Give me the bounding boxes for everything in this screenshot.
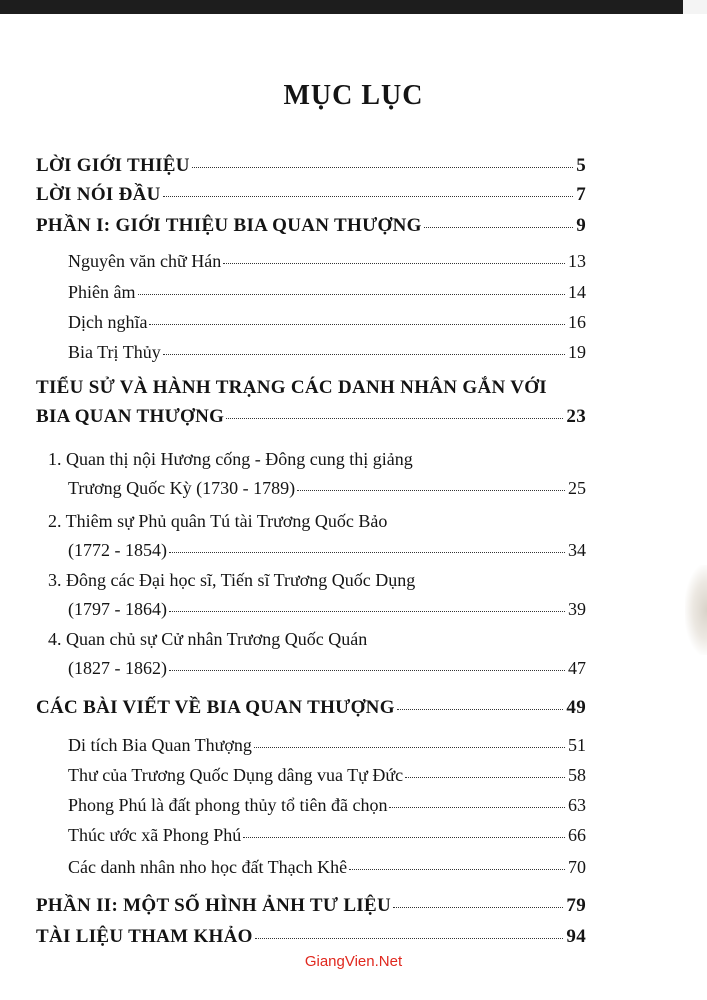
dot-leader bbox=[149, 324, 565, 325]
toc-page-number: 5 bbox=[576, 155, 586, 176]
toc-entry-tai-lieu[interactable] bbox=[36, 926, 586, 948]
toc-page-number: 66 bbox=[568, 825, 586, 845]
toc-label: Nguyên văn chữ Hán bbox=[68, 251, 222, 271]
toc-page-number: 70 bbox=[568, 857, 586, 877]
dot-leader bbox=[405, 777, 565, 778]
toc-entry-danh-nhan[interactable] bbox=[68, 857, 586, 878]
toc-entry-item4[interactable] bbox=[68, 658, 586, 679]
toc-page-number: 94 bbox=[566, 926, 586, 947]
dot-leader bbox=[243, 837, 565, 838]
toc-entry-item2-line1[interactable]: 2. Thiêm sự Phủ quân Tú tài Trương Quốc Bảo bbox=[48, 511, 388, 531]
dot-leader bbox=[297, 490, 565, 491]
dot-leader bbox=[424, 227, 574, 228]
toc-entry-nguyen-van[interactable] bbox=[68, 251, 586, 272]
toc-entry-thu-cua[interactable] bbox=[68, 765, 586, 786]
dot-leader bbox=[389, 807, 565, 808]
dot-leader bbox=[169, 670, 565, 671]
dot-leader bbox=[393, 907, 563, 908]
toc-page-number: 13 bbox=[568, 251, 586, 271]
toc-label: Phiên âm bbox=[68, 282, 136, 302]
toc-entry-item3-line1[interactable]: 3. Đông các Đại học sĩ, Tiến sĩ Trương Quốc Dụng bbox=[48, 570, 416, 590]
toc-entry-loi-noi-dau[interactable] bbox=[36, 184, 586, 206]
page-title: MỤC LỤC bbox=[283, 80, 424, 111]
toc-label: Thúc ước xã Phong Phú bbox=[68, 825, 242, 845]
dot-leader bbox=[255, 938, 564, 939]
toc-entry-phan-2[interactable] bbox=[36, 895, 586, 917]
dot-leader bbox=[169, 611, 565, 612]
toc-page-number: 7 bbox=[576, 184, 586, 205]
toc-entry-thuc-uoc[interactable] bbox=[68, 825, 586, 846]
toc-label: Trương Quốc Kỳ (1730 - 1789) bbox=[68, 478, 296, 498]
watermark: GiangVien.Net bbox=[304, 953, 403, 970]
toc-label: LỜI GIỚI THIỆU bbox=[36, 155, 190, 176]
toc-entry-tieu-su-line1[interactable]: TIỂU SỬ VÀ HÀNH TRẠNG CÁC DANH NHÂN GẮN VỚI bbox=[36, 377, 547, 398]
dot-leader bbox=[192, 167, 573, 168]
toc-entry-dich-nghia[interactable] bbox=[68, 312, 586, 333]
toc-label: Thư của Trương Quốc Dụng dâng vua Tự Đức bbox=[68, 765, 404, 785]
toc-page-number: 63 bbox=[568, 795, 586, 815]
dot-leader bbox=[223, 263, 565, 264]
toc-label: Dịch nghĩa bbox=[68, 312, 148, 332]
toc-label: CÁC BÀI VIẾT VỀ BIA QUAN THƯỢNG bbox=[36, 697, 395, 718]
dot-leader bbox=[254, 747, 565, 748]
toc-page-number: 16 bbox=[568, 312, 586, 332]
toc-page-number: 9 bbox=[576, 215, 586, 236]
toc-page-number: 34 bbox=[568, 540, 586, 560]
dot-leader bbox=[397, 709, 564, 710]
toc-label: Bia Trị Thủy bbox=[68, 342, 161, 362]
dot-leader bbox=[163, 196, 573, 197]
toc-entry-item1[interactable] bbox=[68, 478, 586, 499]
page-edge-stain bbox=[685, 565, 707, 655]
dot-leader bbox=[163, 354, 565, 355]
toc-entry-di-tich[interactable] bbox=[68, 735, 586, 756]
toc-page-number: 79 bbox=[566, 895, 586, 916]
toc-entry-phong-phu[interactable] bbox=[68, 795, 586, 816]
toc-page-number: 23 bbox=[566, 406, 586, 427]
toc-entry-item2[interactable] bbox=[68, 540, 586, 561]
toc-label: Di tích Bia Quan Thượng bbox=[68, 735, 252, 755]
toc-label: TÀI LIỆU THAM KHẢO bbox=[36, 926, 253, 947]
toc-page-number: 51 bbox=[568, 735, 586, 755]
toc-label: LỜI NÓI ĐẦU bbox=[36, 184, 161, 205]
toc-entry-tieu-su[interactable] bbox=[36, 406, 586, 428]
toc-entry-phien-am[interactable] bbox=[68, 282, 586, 303]
toc-label: PHẦN II: MỘT SỐ HÌNH ẢNH TƯ LIỆU bbox=[36, 895, 391, 916]
toc-page-number: 14 bbox=[568, 282, 586, 302]
toc-label: Phong Phú là đất phong thủy tổ tiên đã chọn bbox=[68, 795, 388, 815]
toc-page-number: 58 bbox=[568, 765, 586, 785]
dot-leader bbox=[138, 294, 566, 295]
toc-page-number: 47 bbox=[568, 658, 586, 678]
toc-page-number: 49 bbox=[566, 697, 586, 718]
toc-entry-item1-line1[interactable]: 1. Quan thị nội Hương cống - Đông cung thị giảng bbox=[48, 449, 413, 469]
toc-page-number: 39 bbox=[568, 599, 586, 619]
toc-page-number: 25 bbox=[568, 478, 586, 498]
toc-page-number: 19 bbox=[568, 342, 586, 362]
toc-label: PHẦN I: GIỚI THIỆU BIA QUAN THƯỢNG bbox=[36, 215, 422, 236]
toc-entry-cac-bai-viet[interactable] bbox=[36, 697, 586, 719]
toc-label: (1827 - 1862) bbox=[68, 658, 167, 678]
toc-label: Các danh nhân nho học đất Thạch Khê bbox=[68, 857, 348, 877]
toc-entry-item4-line1[interactable]: 4. Quan chủ sự Cử nhân Trương Quốc Quán bbox=[48, 629, 368, 649]
dot-leader bbox=[169, 552, 565, 553]
toc-label: (1797 - 1864) bbox=[68, 599, 167, 619]
dot-leader bbox=[349, 869, 565, 870]
toc-entry-bia-tri-thuy[interactable] bbox=[68, 342, 586, 363]
toc-entry-item3[interactable] bbox=[68, 599, 586, 620]
toc-entry-phan-1[interactable] bbox=[36, 215, 586, 237]
dot-leader bbox=[226, 418, 563, 419]
toc-label: BIA QUAN THƯỢNG bbox=[36, 406, 225, 427]
toc-entry-loi-gioi-thieu[interactable] bbox=[36, 155, 586, 177]
toc-label: (1772 - 1854) bbox=[68, 540, 167, 560]
